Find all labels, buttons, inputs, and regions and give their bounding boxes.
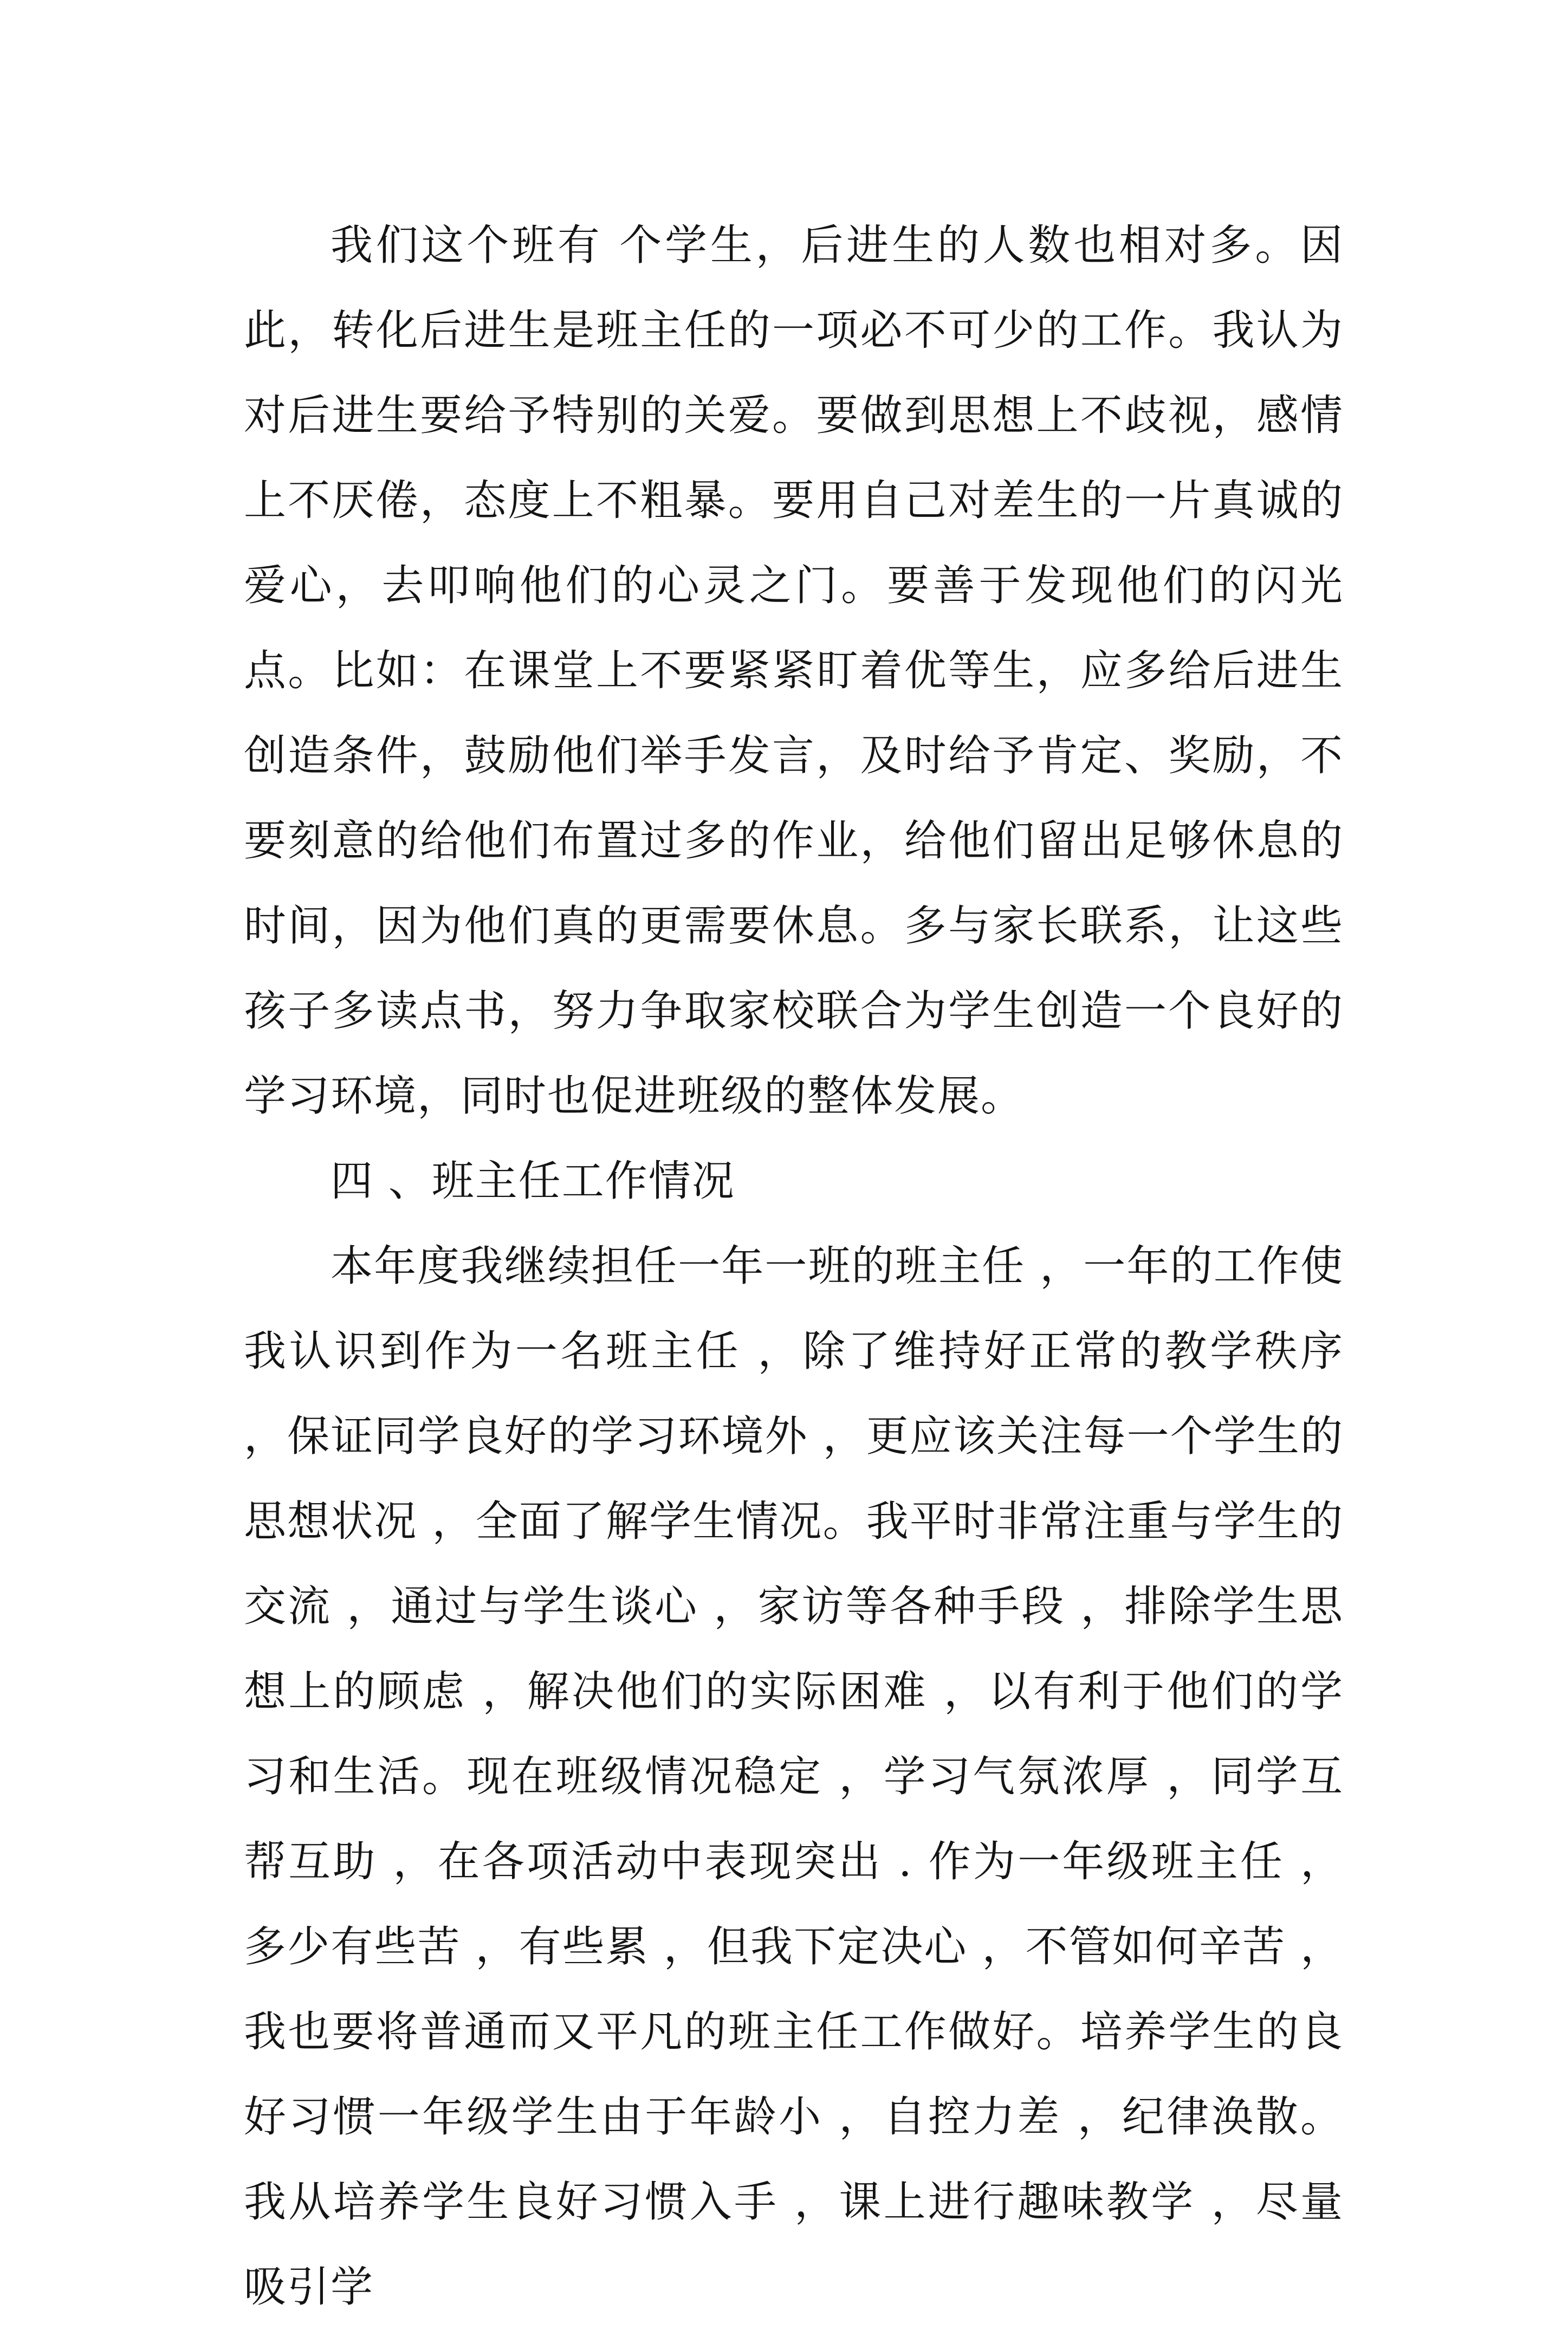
paragraph-underachievers: 我们这个班有 个学生，后进生的人数也相对多。因此，转化后进生是班主任的一项必不可少的工作。我认为对后进生要给予特别的关爱。要做到思想上不歧视，感情上不厌倦，态度上不粗暴。要用自己对差生的一片真诚的爱心，去叩响他们的心灵之门。要善于发现他们的闪光点。比如：在课堂上不要紧紧盯着优等生，应多给后进生创造条件，鼓励他们举手发言，及时给予肯定、奖励，不要刻意的给他们布置过多的作业，给他们留出足够休息的时间，因为他们真的更需要休息。多与家长联系，让这些孩子多读点书，努力争取家校联合为学生创造一个良好的学习环境，同时也促进班级的整体发展。 [244, 221, 1344, 1121]
section-heading-class-teacher-work: 四 、班主任工作情况 [331, 1157, 735, 1206]
document-body [244, 203, 1344, 2330]
paragraph-class-teacher-work: 本年度我继续担任一年一班的班主任 ，一年的工作使我认识到作为一名班主任 ，除了维持好正常的教学秩序 ，保证同学良好的学习环境外 ，更应该关注每一个学生的思想状况 ，全面了解学生情况。我平时非常注重与学生的交流 ，通过与学生谈心 ，家访等各种手段 ，排除学生思想上的顾虑 ，解决他们的实际困难 ，以有利于他们的学习和生活。现在班级情况稳定 ，学习气氛浓厚 ，同学互帮互助 ，在各项活动中表现突出 . 作为一年级班主任 ，多少有些苦 ，有些累 ，但我下定决心 ，不管如何辛苦 ，我也要将普通而又平凡的班主任工作做好。培养学生的良好习惯一年级学生由于年龄小 ，自控力差 ，纪律涣散。我从培养学生良好习惯入手 ，课上进行趣味教学 ，尽量吸引学 [244, 1242, 1344, 2312]
